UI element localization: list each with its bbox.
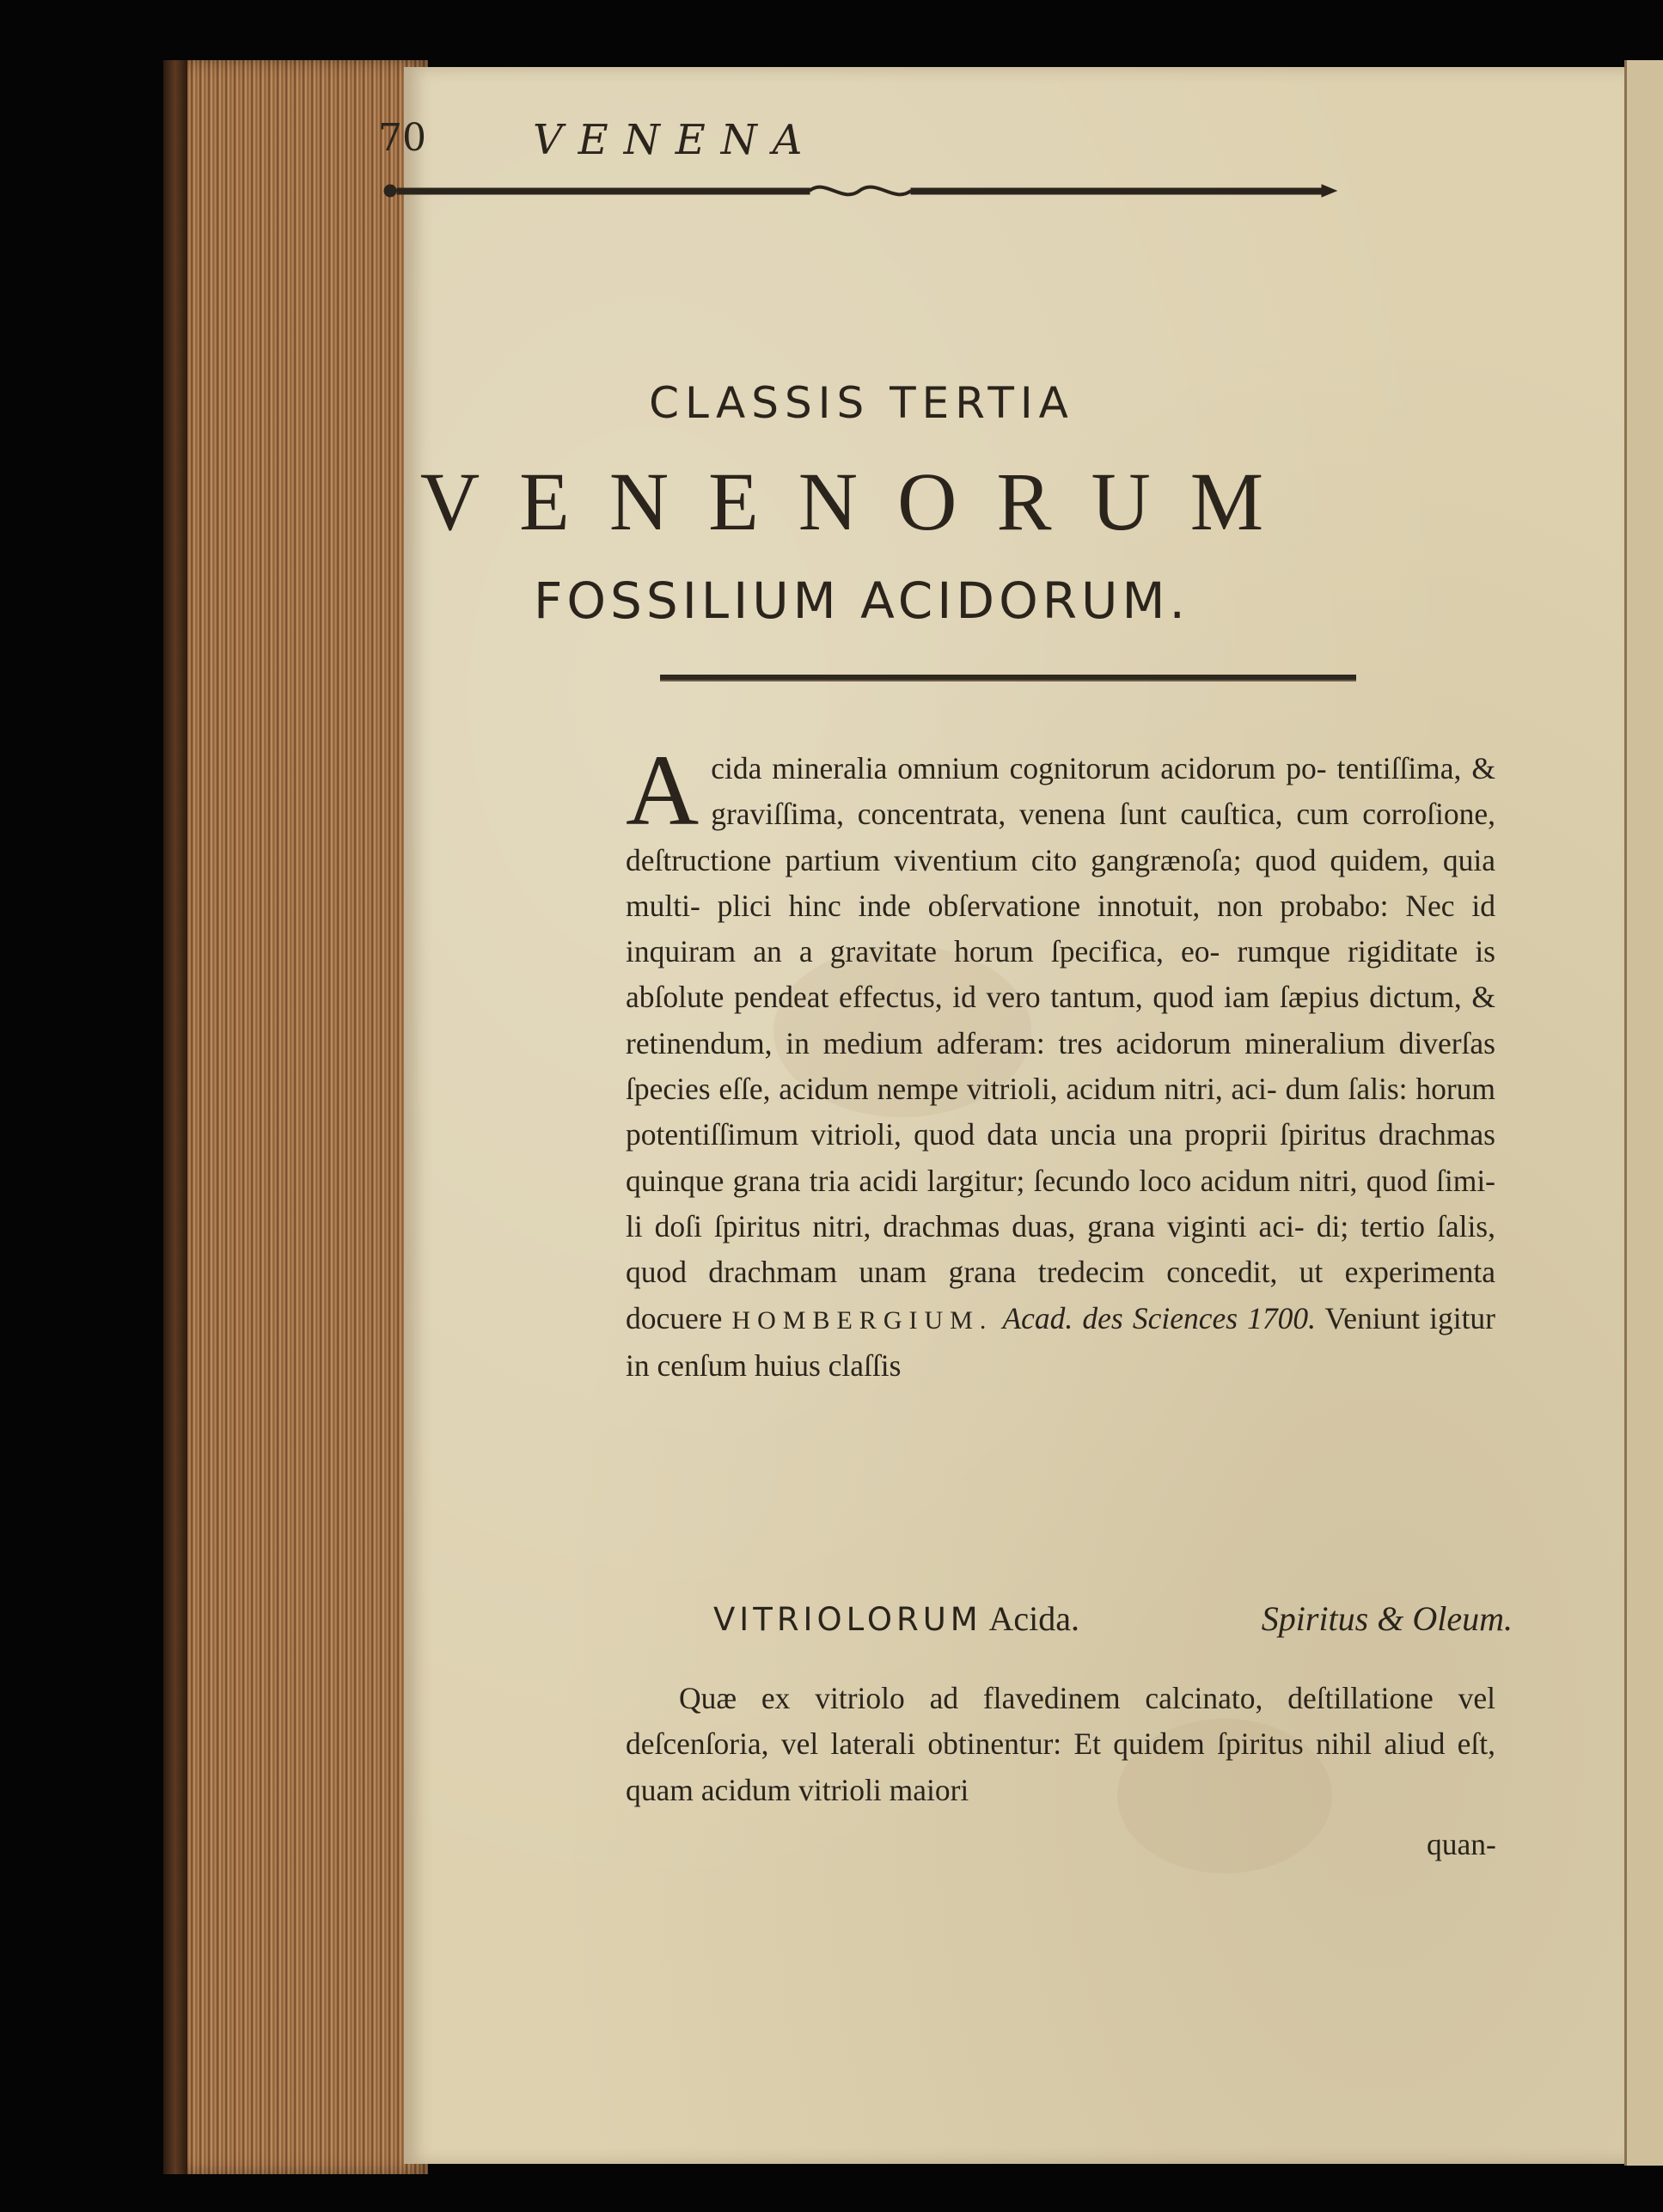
- text-line: tentiſſima, & graviſſima, concentrata, venena: [711, 751, 1495, 832]
- text-line: di; tertio ſalis, quod drachmam unam grana tredecim: [626, 1208, 1496, 1290]
- catchword: quan-: [1427, 1827, 1496, 1861]
- text-line: Veniunt igitur in cenſum: [626, 1300, 1495, 1383]
- text-line: tantum, quod iam ſæpius dictum, & retinendum, in: [626, 980, 1495, 1060]
- title-line-3: FOSSILIUM ACIDORUM.: [534, 571, 1189, 630]
- text-line: cida mineralia omnium cognitorum acidorum po-: [711, 751, 1327, 785]
- text-line: plici hinc inde obſervatione innotuit, non probabo:: [717, 888, 1389, 923]
- running-header: [378, 116, 1366, 168]
- subheading-acida: Acida.: [988, 1599, 1080, 1638]
- title-rule: [660, 675, 1356, 680]
- text-line: medium adferam: tres acidorum mineralium diverſas: [822, 1025, 1495, 1060]
- text-line: ſpecies eſſe, acidum nempe vitrioli, acidum nitri, aci-: [626, 1072, 1277, 1107]
- citation: Acad. des Sciences 1700.: [1002, 1300, 1317, 1335]
- text-line: Nec id inquiram an a gravitate horum ſpecifica, eo-: [626, 888, 1496, 969]
- title-line-1: CLASSIS TERTIA: [649, 378, 1074, 428]
- page-edges: [163, 60, 428, 2174]
- text-line: viventium cito gangrænoſa; quod quidem, quia multi-: [626, 842, 1495, 923]
- drop-cap: A: [626, 734, 700, 846]
- paragraph-1: [626, 734, 1496, 1389]
- text-line: rumque rigiditate is abſolute pendeat effectus, id vero: [626, 934, 1495, 1015]
- text-line: ſunt cauſtica, cum corroſione, deſtructione partium: [626, 797, 1495, 877]
- text-line: concedit, ut experimenta docuere: [626, 1255, 1496, 1335]
- text-line: uncia una proprii ſpiritus drachmas quinque grana tria: [626, 1117, 1495, 1198]
- text-line: acidi largitur; ſecundo loco acidum nitri, quod ſimi-: [859, 1163, 1496, 1198]
- page-number: 70: [378, 116, 426, 160]
- author-name: HOMBERGIUM.: [731, 1305, 994, 1335]
- next-page-edge: [1624, 60, 1663, 2166]
- text-line: huius claſſis: [754, 1347, 902, 1383]
- title-line-2: VENENORUM: [419, 455, 1304, 547]
- text-line: dum ſalis: horum potentiſſimum vitrioli, quod data: [626, 1072, 1496, 1152]
- subheading-title: VITRIOLORUM: [713, 1601, 982, 1638]
- ornament-rule: [378, 176, 1345, 205]
- subheading-spiritus: Spiritus & Oleum.: [1261, 1599, 1513, 1638]
- running-head: VENENA: [533, 116, 818, 164]
- binding: [163, 60, 187, 2174]
- subheading: [713, 1598, 1513, 1639]
- text-line: li doſi ſpiritus nitri, drachmas duas, grana viginti aci-: [626, 1208, 1305, 1243]
- paragraph-2: Quæ ex vitriolo ad flavedinem calcinato, deſtillatione vel deſcenſoria, vel laterali obtinentur: Et quidem ſpiritus nihil aliud eſt, quam acidum vitrioli maiori: [626, 1681, 1495, 1807]
